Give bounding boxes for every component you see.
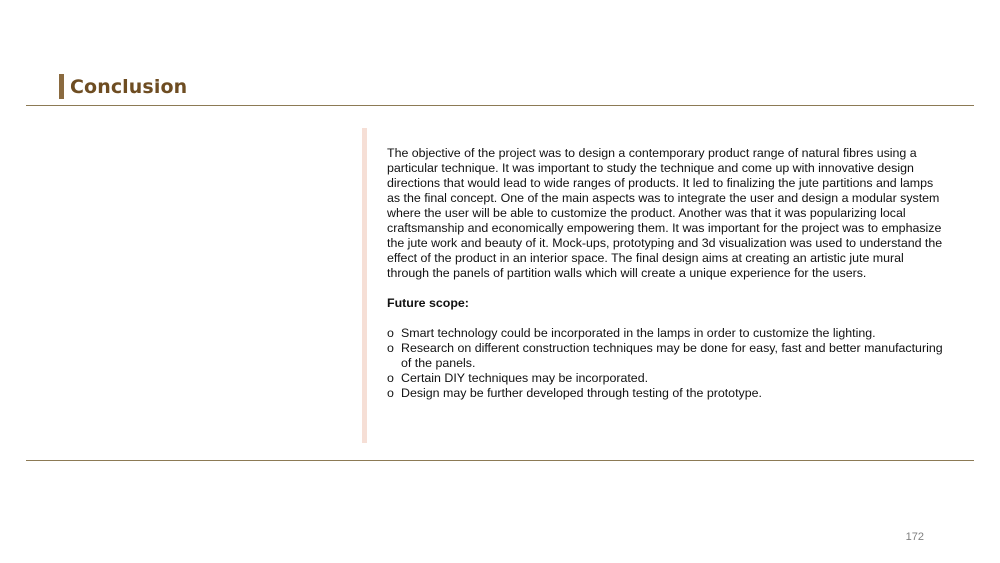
bullet-marker: o xyxy=(387,326,394,340)
title-accent-bar xyxy=(59,74,64,99)
list-item xyxy=(387,326,947,341)
page-title: Conclusion xyxy=(70,76,188,98)
list-item-text: Certain DIY techniques may be incorporated. xyxy=(401,371,649,385)
bullet-marker: o xyxy=(387,341,394,355)
bullet-marker: o xyxy=(387,371,394,385)
top-divider xyxy=(26,105,974,106)
conclusion-paragraph: The objective of the project was to design a contemporary product range of natural fibres using a particular technique. It was important to study the technique and come up with innovative design directions that would lead to wide ranges of products. It led to finalizing the jute partitions and lamps as the final concept. One of the main aspects was to integrate the user and design a modular system where the user will be able to customize the product. Another was that it was popularizing local craftsmanship and economically empowering them. It was important for the project was to emphasize the jute work and beauty of it. Mock-ups, prototyping and 3d visualization was used to understand the effect of the product in an interior space. The final design aims at creating an artistic jute mural through the panels of partition walls which will create a unique experience for the users. xyxy=(387,146,943,280)
bottom-divider xyxy=(26,460,974,461)
future-scope-list xyxy=(387,326,947,401)
list-item-text: Research on different construction techniques may be done for easy, fast and better manufacturing of the panels. xyxy=(401,341,943,370)
content-block xyxy=(387,146,947,401)
page-number: 172 xyxy=(905,531,924,543)
list-item xyxy=(387,386,947,401)
list-item xyxy=(387,341,947,371)
list-item-text: Smart technology could be incorporated in the lamps in order to customize the lighting. xyxy=(401,326,876,340)
list-item xyxy=(387,371,947,386)
future-scope-heading: Future scope: xyxy=(387,296,469,310)
list-item-text: Design may be further developed through testing of the prototype. xyxy=(401,386,762,400)
content-accent-bar xyxy=(362,128,367,443)
bullet-marker: o xyxy=(387,386,394,400)
